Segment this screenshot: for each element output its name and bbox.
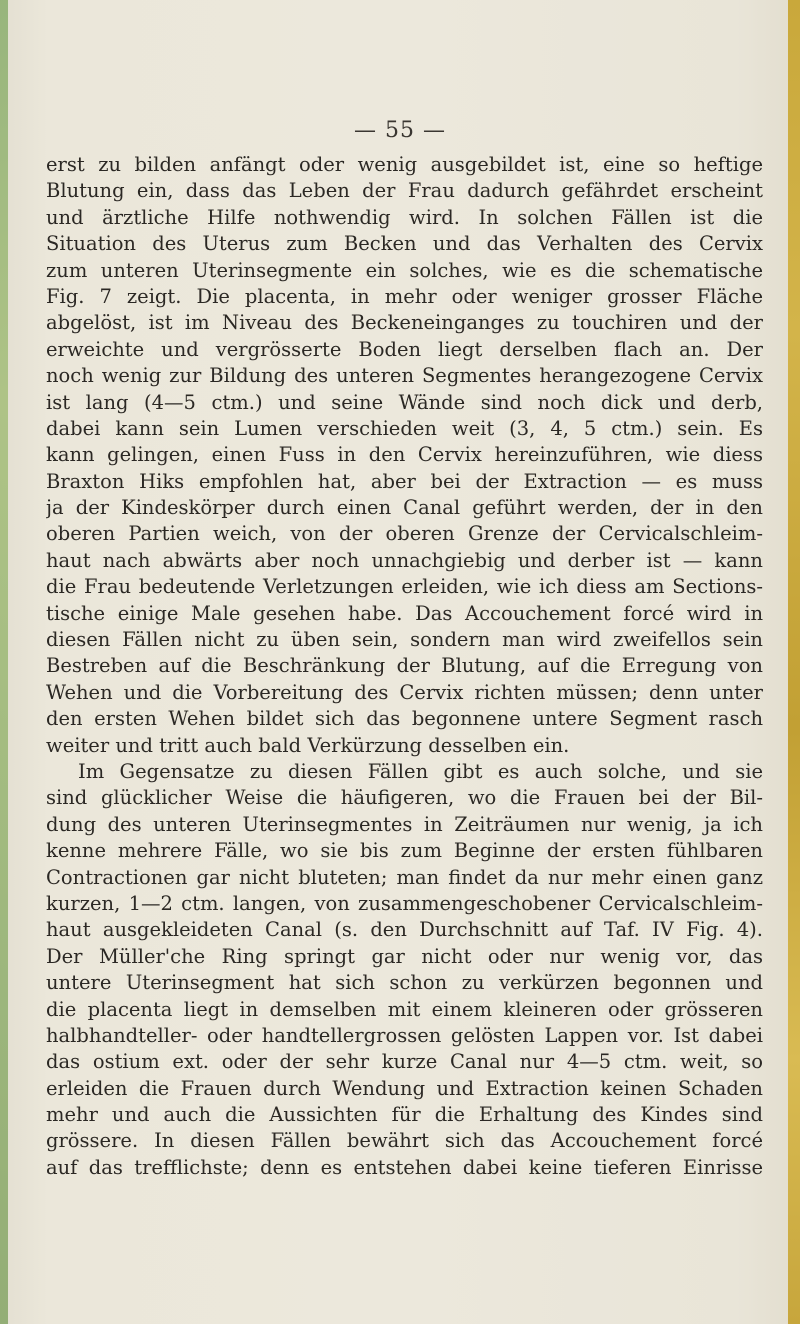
text-line: dabei kann sein Lumen verschieden weit (3, 4, 5 ctm.) sein. Es — [46, 416, 763, 440]
text-line: die placenta liegt in demselben mit einem kleineren oder grösseren — [46, 997, 763, 1021]
text-line: und ärztliche Hilfe nothwendig wird. In solchen Fällen ist die — [46, 205, 763, 229]
text-line: Wehen und die Vorbereitung des Cervix richten müssen; denn unter — [46, 680, 763, 704]
text-line: kenne mehrere Fälle, wo sie bis zum Beginne der ersten fühlbaren — [46, 839, 763, 863]
text-line: halbhandteller- oder handtellergrossen gelösten Lappen vor. Ist dabei — [46, 1023, 763, 1047]
page-edge-left — [0, 0, 8, 1324]
text-line: Der Müller'che Ring springt gar nicht oder nur wenig vor, das — [46, 944, 763, 968]
text-line: diesen Fällen nicht zu üben sein, sondern man wird zweifellos sein — [46, 628, 763, 652]
text-line: mehr und auch die Aussichten für die Erhaltung des Kindes sind — [46, 1103, 763, 1127]
text-line: erleiden die Frauen durch Wendung und Extraction keinen Schaden — [46, 1076, 763, 1100]
text-line: das ostium ext. oder der sehr kurze Canal nur 4—5 ctm. weit, so — [46, 1050, 763, 1074]
text-line: kurzen, 1—2 ctm. langen, von zusammengeschobener Cervicalschleim- — [46, 891, 763, 915]
text-line: ja der Kindeskörper durch einen Canal geführt werden, der in den — [46, 496, 763, 520]
text-line: Bestreben auf die Beschränkung der Blutung, auf die Erregung von — [46, 654, 763, 678]
text-line: zum unteren Uterinsegmente ein solches, wie es die schematische — [46, 258, 763, 282]
text-line: ist lang (4—5 ctm.) und seine Wände sind noch dick und derb, — [46, 390, 763, 414]
text-line: haut ausgekleideten Canal (s. den Durchschnitt auf Taf. IV Fig. 4). — [46, 918, 763, 942]
text-line: Braxton Hiks empfohlen hat, aber bei der Extraction — es muss — [46, 469, 763, 493]
text-line: den ersten Wehen bildet sich das begonnene untere Segment rasch — [46, 707, 763, 731]
text-line: Blutung ein, dass das Leben der Frau dadurch gefährdet erscheint — [46, 179, 763, 203]
body-text — [46, 152, 763, 1181]
text-line: abgelöst, ist im Niveau des Beckeneinganges zu touchiren und der — [46, 311, 763, 335]
text-line: Fig. 7 zeigt. Die placenta, in mehr oder weniger grosser Fläche — [46, 284, 763, 308]
text-line: untere Uterinsegment hat sich schon zu verkürzen begonnen und — [46, 971, 763, 995]
text-line: erweichte und vergrösserte Boden liegt derselben flach an. Der — [46, 337, 763, 361]
text-line: haut nach abwärts aber noch unnachgiebig und derber ist — kann — [46, 548, 763, 572]
text-line: grössere. In diesen Fällen bewährt sich das Accouchement forcé — [46, 1129, 763, 1153]
paragraph-end-line: weiter und tritt auch bald Verkürzung desselben ein. — [46, 733, 570, 757]
text-line: Contractionen gar nicht bluteten; man findet da nur mehr einen ganz — [46, 865, 763, 889]
text-line: erst zu bilden anfängt oder wenig ausgebildet ist, eine so heftige — [46, 153, 763, 176]
text-line: sind glücklicher Weise die häufigeren, wo die Frauen bei der Bil- — [46, 786, 763, 810]
text-line: dung des unteren Uterinsegmentes in Zeiträumen nur wenig, ja ich — [46, 812, 763, 836]
text-line: kann gelingen, einen Fuss in den Cervix hereinzuführen, wie diess — [46, 443, 763, 467]
text-line: Situation des Uterus zum Becken und das Verhalten des Cervix — [46, 232, 763, 256]
page-number: — 55 — — [354, 118, 446, 143]
text-line: oberen Partien weich, von der oberen Grenze der Cervicalschleim- — [46, 522, 763, 546]
text-line: noch wenig zur Bildung des unteren Segmentes herangezogene Cervix — [46, 364, 763, 388]
page-edge-right — [788, 0, 800, 1324]
text-line: auf das trefflichste; denn es entstehen dabei keine tieferen Einrisse — [46, 1155, 763, 1179]
text-line: die Frau bedeutende Verletzungen erleiden, wie ich diess am Sections- — [46, 575, 763, 599]
paragraph-start-line: Im Gegensatze zu diesen Fällen gibt es auch solche, und sie — [78, 759, 763, 783]
text-line: tische einige Male gesehen habe. Das Accouchement forcé wird in — [46, 601, 763, 625]
